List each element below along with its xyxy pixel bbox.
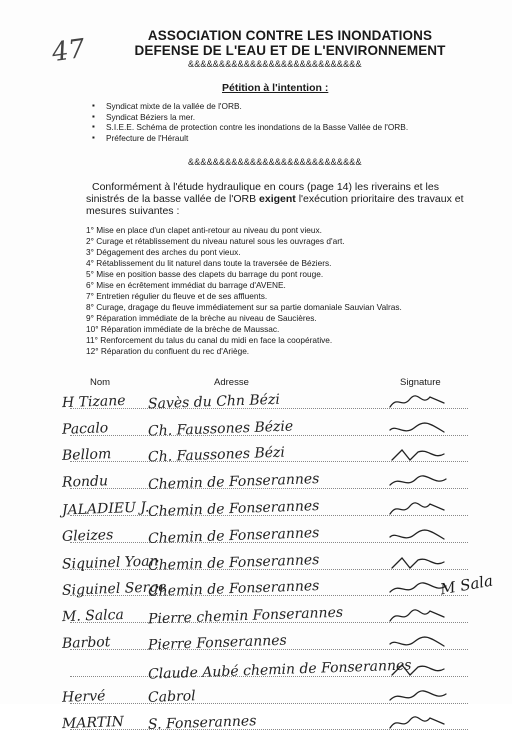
- measures-list: [86, 225, 402, 357]
- recipient-item: ▪ Préfecture de l'Hérault: [92, 133, 408, 144]
- intro-text: l'exécution prioritaire des travaux et: [295, 193, 464, 205]
- measure-item: 5° Mise en position basse des clapets du barrage du pont rouge.: [86, 269, 324, 279]
- recipients-list: [92, 101, 408, 143]
- signature-mark: [388, 688, 448, 706]
- margin-signature: M Sala: [438, 571, 495, 599]
- signature-mark: [388, 714, 448, 732]
- handwritten-address: Chemin de Fonserannes: [147, 524, 320, 547]
- table-row: [0, 576, 512, 603]
- measure-item: 12° Réparation du confluent du rec d'Ariège.: [86, 346, 250, 356]
- association-title: ASSOCIATION CONTRE LES INONDATIONS: [147, 28, 433, 43]
- signature-mark: [388, 607, 448, 625]
- table-row: [0, 656, 512, 683]
- handwritten-address: Chemin de Fonserannes: [147, 497, 320, 520]
- table-row: [0, 549, 512, 576]
- intro-emphasis: exigent: [259, 193, 296, 205]
- table-row: [0, 388, 512, 415]
- handwritten-name: Rondu: [61, 473, 109, 491]
- handwritten-name: Pacalo: [61, 419, 109, 438]
- measure-item: 7° Entretien régulier du fleuve et de ses affluents.: [86, 291, 268, 301]
- margin-note: 47: [50, 33, 88, 69]
- handwritten-address: Pierre Fonserannes: [147, 632, 287, 654]
- signature-mark: [388, 393, 448, 411]
- column-header-signature: Signature: [400, 377, 441, 388]
- handwritten-address: Savès du Chn Bézi: [147, 391, 281, 413]
- handwritten-address: Cabrol: [147, 687, 196, 706]
- intro-line: [86, 193, 466, 205]
- separator-top: &&&&&&&&&&&&&&&&&&&&&&&&&&&&: [188, 59, 362, 69]
- measure-item: 10° Réparation immédiate de la brèche de Maussac.: [86, 324, 280, 334]
- table-row: [0, 602, 512, 629]
- handwritten-name: M. Salca: [61, 607, 125, 626]
- handwritten-address: Ch. Faussones Bézi: [147, 445, 286, 466]
- table-row: [0, 629, 512, 656]
- handwritten-address: Chemin de Fonserannes: [147, 471, 320, 494]
- recipient-item: ▪ Syndicat mixte de la vallée de l'ORB.: [92, 101, 408, 112]
- signature-mark: [388, 661, 448, 679]
- signature-mark: [388, 527, 448, 545]
- handwritten-name: Hervé: [61, 687, 106, 706]
- handwritten-address: Chemin de Fonserannes: [147, 551, 320, 574]
- signature-mark: [388, 554, 448, 572]
- measure-item: 6° Mise en écrêtement immédiat du barrage d'AVENE.: [86, 280, 286, 290]
- table-row: [0, 468, 512, 495]
- handwritten-address: S. Fonserannes: [147, 713, 257, 734]
- intro-paragraph: [86, 181, 466, 217]
- measure-item: 2° Curage et rétablissement du niveau naturel sous les ouvrages d'art.: [86, 236, 345, 246]
- measure-item: 1° Mise en place d'un clapet anti-retour au niveau du pont vieux.: [86, 225, 322, 235]
- table-row: [0, 415, 512, 442]
- table-row: [0, 495, 512, 522]
- table-row: [0, 683, 512, 710]
- handwritten-name: Bellom: [61, 446, 112, 465]
- intro-line: mesures suivantes :: [86, 205, 180, 217]
- handwritten-name: H Tizane: [61, 392, 126, 411]
- signature-mark: [388, 634, 448, 652]
- intro-text: sinistrés de la basse vallée de l'ORB: [86, 193, 260, 205]
- handwritten-name: Siquinel Yoan: [61, 552, 159, 573]
- signature-mark: [388, 420, 448, 438]
- table-row: [0, 442, 512, 469]
- measure-item: 11° Renforcement du talus du canal du midi en face la coopérative.: [86, 335, 333, 345]
- petition-heading: Pétition à l'intention :: [222, 82, 329, 94]
- recipient-item: ▪ S.I.E.E. Schéma de protection contre les inondations de la Basse Vallée de l'ORB.: [92, 122, 408, 133]
- handwritten-name: Siguinel Serge: [61, 579, 167, 600]
- handwritten-name: MARTIN: [61, 714, 125, 733]
- column-header-adresse: Adresse: [214, 377, 249, 388]
- separator-middle: &&&&&&&&&&&&&&&&&&&&&&&&&&&&: [188, 157, 362, 167]
- signature-mark: [388, 500, 448, 518]
- handwritten-name: Gleizes: [61, 526, 114, 545]
- table-row: [0, 710, 512, 737]
- handwritten-name: JALADIEU J.: [61, 499, 150, 519]
- measure-item: 8° Curage, dragage du fleuve immédiatement sur sa partie domaniale Sauvian Valras.: [86, 302, 402, 312]
- column-header-nom: Nom: [90, 377, 111, 388]
- handwritten-name: Barbot: [61, 634, 111, 652]
- signature-table: [0, 388, 512, 736]
- measure-item: 4° Rétablissement du lit naturel dans toute la traversée de Béziers.: [86, 258, 332, 268]
- measure-item: 3° Dégagement des arches du pont vieux.: [86, 247, 241, 257]
- handwritten-address: Ch. Faussones Bézie: [147, 418, 294, 440]
- signature-mark: [388, 473, 448, 491]
- measure-item: 9° Réparation immédiate de la brèche au niveau de Saucières.: [86, 313, 317, 323]
- association-subtitle: DEFENSE DE L'EAU ET DE L'ENVIRONNEMENT: [134, 43, 446, 58]
- handwritten-address: Chemin de Fonserannes: [147, 578, 320, 601]
- signature-mark: [388, 446, 448, 464]
- handwritten-address: Claude Aubé chemin de Fonserannes: [147, 657, 412, 683]
- table-row: [0, 522, 512, 549]
- recipient-item: ▪ Syndicat Béziers la mer.: [92, 112, 408, 123]
- intro-line: Conformément à l'étude hydraulique en cours (page 14) les riverains et les: [92, 181, 439, 193]
- handwritten-address: Pierre chemin Fonserannes: [147, 604, 344, 628]
